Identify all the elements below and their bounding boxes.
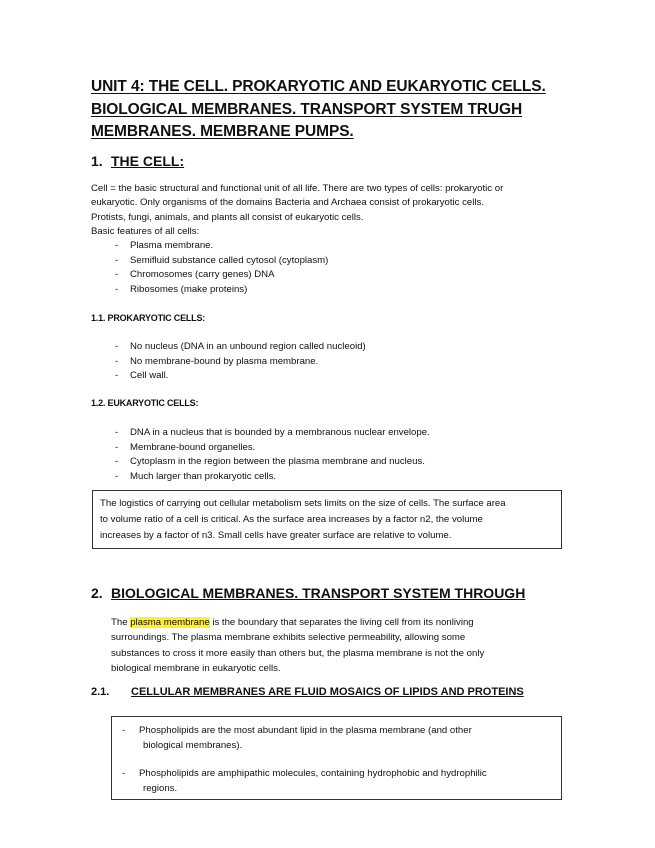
list-item: - Cell wall. <box>115 369 535 384</box>
basic-features-list <box>115 239 535 297</box>
section-2-heading <box>91 585 525 601</box>
text-line: substances to cross it more easily than others but, the plasma membrane is not the only <box>111 647 485 659</box>
text-line: Basic features of all cells: <box>91 225 200 237</box>
text-line: biological membranes). <box>143 739 243 751</box>
list-item: - Membrane-bound organelles. <box>115 441 535 456</box>
text-line: to volume ratio of a cell is critical. As the surface area increases by a factor n2, the volume <box>100 514 483 525</box>
text-line: Cell = the basic structural and functional unit of all life. There are two types of cells: prokaryotic or <box>91 183 504 194</box>
section-2-1-number: 2.1. <box>91 686 110 698</box>
text-line: Protists, fungi, animals, and plants all consist of eukaryotic cells. <box>91 211 364 223</box>
list-item: - Semifluid substance called cytosol (cytoplasm) <box>115 254 535 269</box>
phospholipids-list-2 <box>122 767 552 796</box>
list-item: - No nucleus (DNA in an unbound region called nucleoid) <box>115 340 535 355</box>
eukaryotic-heading: 1.2. EUKARYOTIC CELLS: <box>91 398 199 408</box>
list-item: - DNA in a nucleus that is bounded by a membranous nuclear envelope. <box>115 426 535 441</box>
text-line: Phospholipids are amphipathic molecules, containing hydrophobic and hydrophilic <box>139 768 487 779</box>
text-line: biological membrane in eukaryotic cells. <box>111 662 281 674</box>
text-segment: is the boundary that separates the living cell from its nonliving <box>209 617 474 628</box>
section-2-1-heading <box>91 686 524 698</box>
list-item: - Ribosomes (make proteins) <box>115 283 535 298</box>
section-1-heading <box>91 153 184 169</box>
cell-definition-paragraph <box>91 182 561 239</box>
text-line: eukaryotic. Only organisms of the domains Bacteria and Archaea consist of prokaryotic cells. <box>91 197 484 209</box>
text-line: The logistics of carrying out cellular metabolism sets limits on the size of cells. The surface area <box>100 498 506 509</box>
list-item: - Plasma membrane. <box>115 239 535 254</box>
highlighted-term: plasma membrane <box>130 617 210 628</box>
list-item: - Cytoplasm in the region between the plasma membrane and nucleus. <box>115 455 535 470</box>
section-2-number: 2. <box>91 585 103 601</box>
list-item: - Chromosomes (carry genes) DNA <box>115 268 535 283</box>
phospholipids-box <box>111 716 562 800</box>
section-1-number: 1. <box>91 153 103 169</box>
section-1-title: THE CELL: <box>111 153 185 169</box>
text-line: Phospholipids are the most abundant lipid in the plasma membrane (and other <box>139 725 472 736</box>
list-item: - Much larger than prokaryotic cells. <box>115 470 535 485</box>
cell-size-note-text <box>100 496 562 544</box>
plasma-membrane-paragraph <box>111 615 551 676</box>
section-2-title: BIOLOGICAL MEMBRANES. TRANSPORT SYSTEM THROUGH <box>111 585 526 601</box>
prokaryotic-heading: 1.1. PROKARYOTIC CELLS: <box>91 313 206 323</box>
phospholipids-list <box>122 724 552 753</box>
list-item <box>122 724 552 753</box>
section-2-1-title: CELLULAR MEMBRANES ARE FLUID MOSAICS OF LIPIDS AND PROTEINS <box>131 686 524 698</box>
eukaryotic-list <box>115 426 535 484</box>
text-segment: The <box>111 617 131 628</box>
list-item <box>122 767 552 796</box>
text-line: surroundings. The plasma membrane exhibits selective permeability, allowing some <box>111 632 466 644</box>
text-line <box>111 615 551 630</box>
list-item: - No membrane-bound by plasma membrane. <box>115 355 535 370</box>
prokaryotic-list <box>115 340 535 384</box>
page-title: UNIT 4: THE CELL. PROKARYOTIC AND EUKARYOTIC CELLS. BIOLOGICAL MEMBRANES. TRANSPORT SYSTEM TRUGH MEMBRANES. MEMBRANE PUMPS. <box>91 78 546 140</box>
cell-size-note-box <box>92 490 562 549</box>
text-line: increases by a factor of n3. Small cells have greater surface are relative to volume. <box>100 530 452 541</box>
text-line: regions. <box>143 782 178 794</box>
